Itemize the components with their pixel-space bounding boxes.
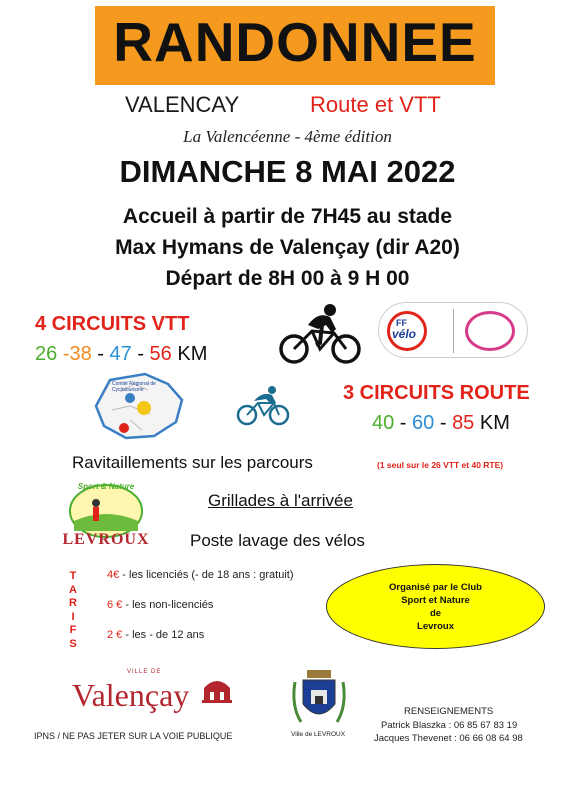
club-line-2: Sport et Nature [401, 595, 470, 606]
route-distance-1: 40 [372, 412, 395, 434]
vtt-distance-2: 38 [69, 343, 92, 365]
club-line-3: de [429, 608, 442, 619]
edition-subtitle: La Valencéenne - 4ème édition [183, 127, 392, 146]
valencay-logo-word: Valençay [72, 677, 190, 713]
info-line-1: Accueil à partir de 7H45 au stade [122, 205, 453, 228]
info-line-3: Départ de 8H 00 à 9 H 00 [165, 267, 410, 290]
contact-jacques: Jacques Thevenet : 06 66 08 64 98 [374, 733, 523, 744]
route-distances: 40 - 60 - 85 KM [372, 412, 510, 434]
levroux-coat-of-arms-icon [289, 666, 349, 730]
ravitaillement-note: (1 seul sur le 26 VTT et 40 RTE) [377, 460, 504, 470]
levroux-caption: Ville de LEVROUX [291, 731, 346, 738]
road-cyclist-icon [236, 385, 290, 427]
lavage-text: Poste lavage des vélos [190, 531, 365, 550]
comite-text: Comité Régional de Cyclotourisme [112, 381, 156, 393]
vtt-circuits-title: 4 CIRCUITS VTT [35, 313, 190, 335]
valencay-chateau-icon [200, 674, 234, 704]
regional-ring-logo [465, 311, 515, 351]
vtt-unit: KM [177, 343, 208, 365]
page-title: RANDONNEE [113, 11, 477, 73]
tarif-moins-12: 2 € - les - de 12 ans [107, 629, 205, 641]
ffvelo-logo [378, 302, 528, 358]
sport-nature-text: Sport & Nature [77, 482, 135, 491]
title-banner [95, 6, 495, 85]
ipns-notice: IPNS / NE PAS JETER SUR LA VOIE PUBLIQUE [34, 731, 233, 741]
grillades-text: Grillades à l'arrivée [208, 491, 353, 510]
tarifs-vertical-label: T A R I F S [69, 570, 77, 650]
route-distance-2: 60 [412, 412, 435, 434]
town-name: VALENCAY [125, 92, 240, 117]
renseignements-title: RENSEIGNEMENTS [404, 706, 494, 717]
info-line-2: Max Hymans de Valençay (dir A20) [115, 236, 460, 259]
ffvelo-ff: FF [396, 318, 407, 328]
vtt-distance-4: 56 [149, 343, 172, 365]
route-unit: KM [479, 412, 510, 434]
ravitaillement-text: Ravitaillements sur les parcours [72, 453, 313, 472]
sport-nature-levroux-logo [52, 481, 160, 551]
mountain-biker-icon [278, 303, 364, 365]
route-distance-3: 85 [452, 412, 475, 434]
route-circuits-title: 3 CIRCUITS ROUTE [343, 382, 530, 404]
event-type: Route et VTT [310, 92, 441, 117]
levroux-text: LEVROUX [62, 531, 150, 548]
vtt-distances: 26 -38 - 47 - 56 KM [35, 343, 208, 365]
vtt-sep: - [62, 343, 70, 365]
ville-de-text: VILLE DE [127, 669, 162, 675]
tarif-non-licencies: 6 € - les non-licenciés [107, 599, 214, 611]
contact-patrick: Patrick Blaszka : 06 85 67 83 19 [381, 720, 518, 731]
club-line-4: Levroux [417, 621, 454, 632]
club-line-1: Organisé par le Club [389, 582, 482, 593]
vtt-distance-1: 26 [35, 343, 58, 365]
club-text [326, 581, 545, 633]
event-date: DIMANCHE 8 MAI 2022 [119, 154, 456, 189]
ffvelo-word: vélo [392, 327, 417, 341]
vtt-distance-3: 47 [109, 343, 132, 365]
tarif-licencies: 4€ - les licenciés (- de 18 ans : gratuit) [107, 569, 294, 581]
